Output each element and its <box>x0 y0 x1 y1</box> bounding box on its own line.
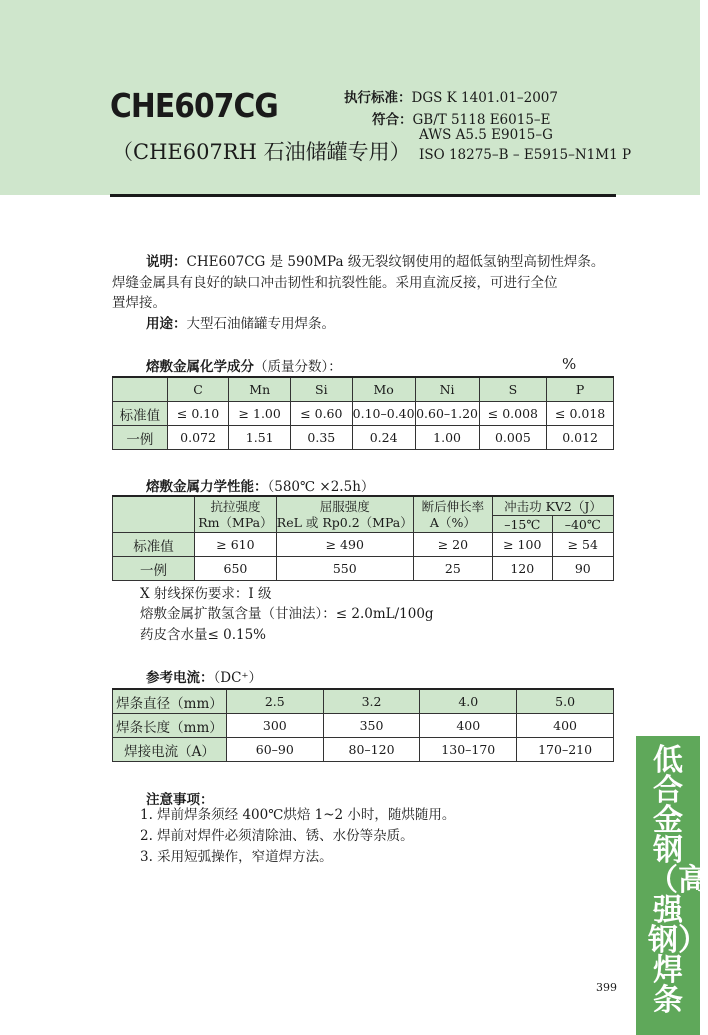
model-subtitle: （CHE607RH 石油储罐专用） <box>112 140 411 164</box>
table-row: 焊条直径（mm） 2.5 3.2 4.0 5.0 <box>113 689 614 714</box>
table-row: 标准值 ≥ 610 ≥ 490 ≥ 20 ≥ 100 ≥ 54 <box>113 533 614 557</box>
table-row: –15℃ –40℃ <box>113 516 614 533</box>
current-table <box>112 688 614 762</box>
description-line: 焊缝金属具有良好的缺口冲击韧性和抗裂性能。采用直流反接，可进行全位 <box>112 275 558 291</box>
hydrogen-content: 熔敷金属扩散氢含量（甘油法）：≤ 2.0mL/100g <box>140 606 434 622</box>
page-number: 399 <box>596 981 617 994</box>
note-item: 2. 焊前对焊件必须清除油、锈、水份等杂质。 <box>140 828 414 844</box>
standard-line: ISO 18275–B – E5915–N1M1 P <box>419 147 632 163</box>
header-divider <box>110 194 616 197</box>
table-row: 焊接电流（A） 60–90 80–120 130–170 170–210 <box>113 738 614 762</box>
mech-table <box>112 495 614 581</box>
description-line: 置焊接。 <box>112 295 166 311</box>
moisture-content: 药皮含水量≤ 0.15% <box>140 627 266 643</box>
table-row: 标准值 ≤ 0.10 ≥ 1.00 ≤ 0.60 0.10–0.40 0.60–1.20 ≤ 0.008 ≤ 0.018 <box>113 402 614 426</box>
table-row: 一例 0.072 1.51 0.35 0.24 1.00 0.005 0.012 <box>113 426 614 450</box>
note-item: 1. 焊前焊条须经 400℃烘焙 1~2 小时，随烘随用。 <box>140 807 456 823</box>
table-row: 一例 650 550 25 120 90 <box>113 557 614 581</box>
xray-requirement: X 射线探伤要求：I 级 <box>140 586 272 602</box>
chem-section-title: 熔敷金属化学成分（质量分数）： <box>146 359 342 375</box>
notes-title: 注意事项： <box>146 792 214 808</box>
standard-line: 执行标准：DGS K 1401.01–2007 <box>344 90 558 106</box>
chem-unit: % <box>562 355 577 373</box>
current-section-title: 参考电流：（DC⁺） <box>146 670 263 686</box>
table-row: 焊条长度（mm） 300 350 400 400 <box>113 714 614 738</box>
description-line: 说明：CHE607CG 是 590MPa 级无裂纹钢使用的超低氢钠型高韧性焊条。 <box>146 254 605 270</box>
usage-line: 用途：大型石油储罐专用焊条。 <box>146 316 335 332</box>
model-title: CHE607CG <box>110 86 278 125</box>
note-item: 3. 采用短弧操作，窄道焊方法。 <box>140 849 333 865</box>
table-row: C Mn Si Mo Ni S P <box>113 377 614 402</box>
category-side-label: 低合金钢（高强钢）焊条 <box>648 743 708 1018</box>
mech-section-title: 熔敷金属力学性能：（580℃ ×2.5h） <box>146 479 375 495</box>
standard-line: 符合：GB/T 5118 E6015–E <box>372 112 551 128</box>
chem-table <box>112 376 614 450</box>
table-row: 抗拉强度 Rm（MPa） 屈服强度 ReL 或 Rp0.2（MPa） 断后伸长率 A（%） 冲击功 KV2（J） <box>113 496 614 516</box>
standard-line: AWS A5.5 E9015–G <box>419 127 553 143</box>
